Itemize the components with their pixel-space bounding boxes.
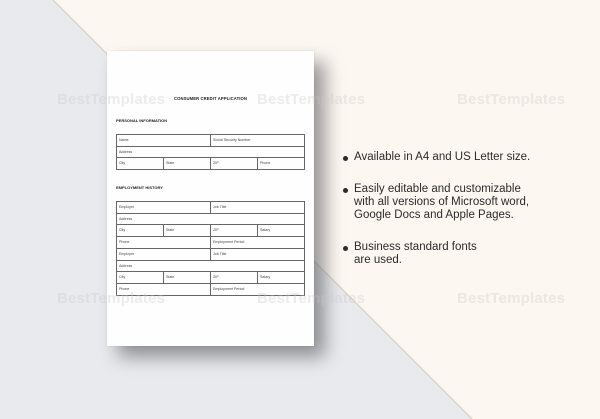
employer-field: Employer	[117, 248, 211, 260]
job-title-field: Job Title	[211, 248, 305, 260]
feature-line: Available in A4 and US Letter size.	[354, 151, 531, 163]
city-field: City	[117, 158, 164, 170]
feature-item-fonts	[343, 241, 477, 267]
feature-item-editable	[343, 183, 529, 222]
address-field: Address	[117, 146, 305, 158]
bullet-icon	[343, 246, 348, 251]
zip-field: ZIP	[211, 272, 258, 284]
table-row	[117, 213, 305, 225]
employer-field: Employer	[117, 202, 211, 214]
feature-line: Business standard fonts	[354, 241, 477, 253]
state-field: State	[164, 158, 211, 170]
address-field: Address	[117, 213, 305, 225]
employment-period-field: Employment Period	[211, 283, 305, 295]
state-field: State	[164, 225, 211, 237]
table-row	[117, 272, 305, 284]
employment-period-field: Employment Period	[211, 237, 305, 249]
feature-line: Google Docs and Apple Pages.	[354, 209, 514, 221]
address-field: Address	[117, 260, 305, 272]
feature-item-paper-sizes	[343, 151, 530, 164]
job-title-field: Job Title	[211, 202, 305, 214]
table-row	[117, 225, 305, 237]
state-field: State	[164, 272, 211, 284]
salary-field: Salary	[258, 225, 305, 237]
table-row	[117, 248, 305, 260]
phone-field: Phone	[117, 283, 211, 295]
personal-information-heading: PERSONAL INFORMATION	[116, 118, 168, 123]
employment-history-heading: EMPLOYMENT HISTORY	[116, 185, 163, 190]
watermark: BestTemplates	[57, 290, 166, 307]
employment-history-table	[116, 201, 305, 296]
table-row	[117, 202, 305, 214]
bullet-icon	[343, 156, 348, 161]
city-field: City	[117, 272, 164, 284]
watermark: BestTemplates	[457, 91, 566, 108]
salary-field: Salary	[258, 272, 305, 284]
table-row	[117, 158, 305, 170]
personal-information-table	[116, 134, 305, 170]
phone-field: Phone	[258, 158, 305, 170]
watermark: BestTemplates	[57, 91, 166, 108]
watermark: BestTemplates	[257, 290, 366, 307]
name-field: Name	[117, 135, 211, 147]
phone-field: Phone	[117, 237, 211, 249]
ssn-field: Social Security Number	[211, 135, 305, 147]
table-row	[117, 260, 305, 272]
watermark: BestTemplates	[457, 290, 566, 307]
zip-field: ZIP	[211, 158, 258, 170]
table-row	[117, 135, 305, 147]
document-title: CONSUMER CREDIT APPLICATION	[174, 96, 247, 101]
zip-field: ZIP	[211, 225, 258, 237]
city-field: City	[117, 225, 164, 237]
table-row	[117, 146, 305, 158]
feature-line: with all versions of Microsoft word,	[354, 196, 530, 208]
feature-line: Easily editable and customizable	[354, 183, 521, 195]
bullet-icon	[343, 188, 348, 193]
watermark: BestTemplates	[257, 91, 366, 108]
feature-line: are used.	[354, 254, 402, 266]
table-row	[117, 237, 305, 249]
